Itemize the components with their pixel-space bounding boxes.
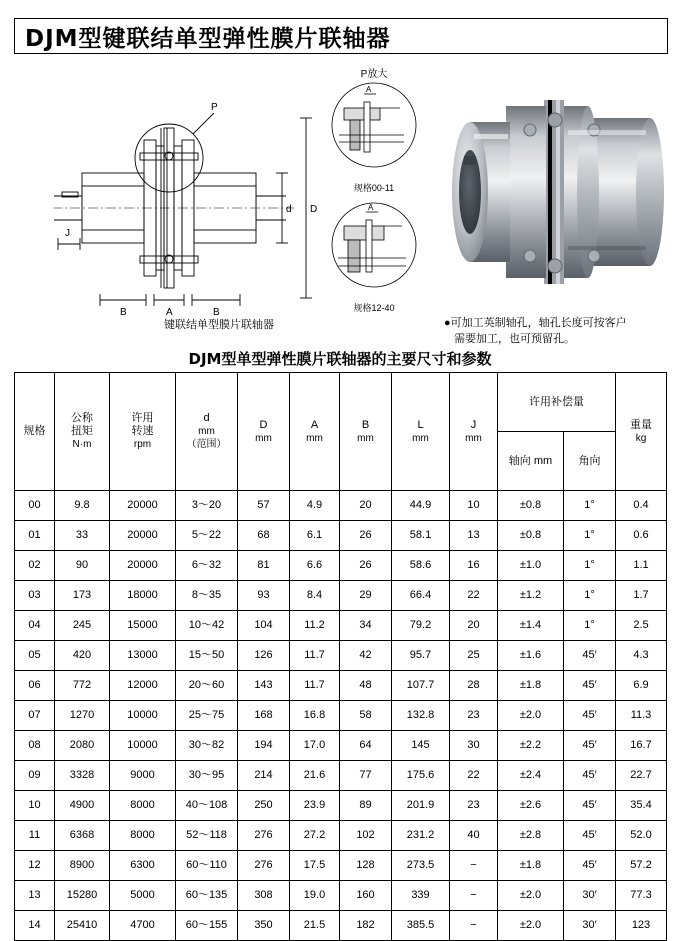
table-row xyxy=(15,731,667,761)
cell-J: − xyxy=(450,851,498,881)
cell-A: 6.6 xyxy=(290,551,340,581)
product-photo xyxy=(444,70,669,310)
cell-angular: 1° xyxy=(564,581,616,611)
cell-L: 66.4 xyxy=(392,581,450,611)
dim-D-label: D xyxy=(310,204,318,215)
cell-weight: 35.4 xyxy=(616,791,667,821)
table-caption: DJM型单型弹性膜片联轴器的主要尺寸和参数 xyxy=(188,350,492,368)
cell-J: 23 xyxy=(450,791,498,821)
cell-speed: 20000 xyxy=(110,521,176,551)
cell-angular: 45′ xyxy=(564,701,616,731)
dim-b-right-label: B xyxy=(213,307,220,318)
page-title-text: DJM型键联结单型弹性膜片联轴器 xyxy=(25,25,391,52)
cell-D: 104 xyxy=(238,611,290,641)
detail-svg-2 xyxy=(304,200,444,295)
cell-D: 93 xyxy=(238,581,290,611)
cell-d: 52～118 xyxy=(176,821,238,851)
cell-axial: ±1.6 xyxy=(498,641,564,671)
cell-torque: 4900 xyxy=(55,791,110,821)
cell-torque: 6368 xyxy=(55,821,110,851)
detail-caption-1: 规格00-11 xyxy=(353,183,395,193)
cell-d: 5～22 xyxy=(176,521,238,551)
cell-axial: ±0.8 xyxy=(498,521,564,551)
cell-axial: ±2.0 xyxy=(498,701,564,731)
bullet-icon: ● xyxy=(444,317,451,329)
table-row xyxy=(15,581,667,611)
cell-J: − xyxy=(450,881,498,911)
cell-d: 30～82 xyxy=(176,731,238,761)
header-speed-line2: 转速 xyxy=(131,425,154,437)
cell-speed: 20000 xyxy=(110,491,176,521)
cell-axial: ±1.2 xyxy=(498,581,564,611)
cell-spec: 14 xyxy=(15,911,55,941)
cell-torque: 15280 xyxy=(55,881,110,911)
table-row xyxy=(15,611,667,641)
header-weight xyxy=(616,373,667,491)
table-row xyxy=(15,791,667,821)
cell-B: 128 xyxy=(340,851,392,881)
photo-note xyxy=(444,315,674,347)
header-d-range: （范围） xyxy=(186,439,227,450)
cell-torque: 8900 xyxy=(55,851,110,881)
cell-B: 26 xyxy=(340,521,392,551)
cell-torque: 245 xyxy=(55,611,110,641)
cell-speed: 6300 xyxy=(110,851,176,881)
cell-speed: 5000 xyxy=(110,881,176,911)
dim-b-left-label: B xyxy=(120,307,127,318)
header-B-unit: mm xyxy=(357,432,374,444)
cell-B: 89 xyxy=(340,791,392,821)
product-photo-svg xyxy=(444,70,669,310)
cell-weight: 0.6 xyxy=(616,521,667,551)
cell-torque: 9.8 xyxy=(55,491,110,521)
table-row xyxy=(15,851,667,881)
table-row xyxy=(15,881,667,911)
cell-weight: 57.2 xyxy=(616,851,667,881)
cell-torque: 3328 xyxy=(55,761,110,791)
cell-A: 23.9 xyxy=(290,791,340,821)
cell-weight: 6.9 xyxy=(616,671,667,701)
cell-B: 29 xyxy=(340,581,392,611)
cell-axial: ±2.8 xyxy=(498,821,564,851)
header-speed xyxy=(110,373,176,491)
header-D-unit: mm xyxy=(255,432,272,444)
cell-angular: 1° xyxy=(564,491,616,521)
cell-A: 21.6 xyxy=(290,761,340,791)
header-J-main: J xyxy=(470,418,477,431)
table-row xyxy=(15,821,667,851)
cell-D: 250 xyxy=(238,791,290,821)
cell-angular: 30′ xyxy=(564,881,616,911)
cell-axial: ±1.4 xyxy=(498,611,564,641)
cell-angular: 45′ xyxy=(564,731,616,761)
header-torque-unit: N·m xyxy=(72,439,92,450)
cell-J: 25 xyxy=(450,641,498,671)
cell-D: 81 xyxy=(238,551,290,581)
cell-A: 19.0 xyxy=(290,881,340,911)
cell-weight: 22.7 xyxy=(616,761,667,791)
cell-speed: 20000 xyxy=(110,551,176,581)
detail-svg-1 xyxy=(304,80,444,175)
cell-J: − xyxy=(450,911,498,941)
cell-J: 20 xyxy=(450,611,498,641)
cell-A: 17.5 xyxy=(290,851,340,881)
cell-axial: ±2.0 xyxy=(498,911,564,941)
cell-axial: ±1.8 xyxy=(498,671,564,701)
header-L-main: L xyxy=(417,418,424,431)
cell-L: 44.9 xyxy=(392,491,450,521)
cell-weight: 2.5 xyxy=(616,611,667,641)
cell-J: 28 xyxy=(450,671,498,701)
cell-A: 17.0 xyxy=(290,731,340,761)
table-row xyxy=(15,761,667,791)
cell-torque: 33 xyxy=(55,521,110,551)
cell-D: 57 xyxy=(238,491,290,521)
header-compensation-group: 许用补偿量 xyxy=(498,373,616,432)
cell-B: 102 xyxy=(340,821,392,851)
cell-weight: 4.3 xyxy=(616,641,667,671)
cell-B: 42 xyxy=(340,641,392,671)
cell-J: 30 xyxy=(450,731,498,761)
table-row xyxy=(15,641,667,671)
page-title xyxy=(14,18,668,54)
cell-torque: 25410 xyxy=(55,911,110,941)
table-row xyxy=(15,671,667,701)
table-row xyxy=(15,551,667,581)
table-row xyxy=(15,701,667,731)
cell-angular: 1° xyxy=(564,521,616,551)
cell-D: 68 xyxy=(238,521,290,551)
cell-angular: 45′ xyxy=(564,851,616,881)
cell-L: 175.6 xyxy=(392,761,450,791)
cell-L: 95.7 xyxy=(392,641,450,671)
cell-D: 214 xyxy=(238,761,290,791)
detail-enlargements xyxy=(304,65,444,315)
cell-d: 30～95 xyxy=(176,761,238,791)
cell-J: 22 xyxy=(450,581,498,611)
cell-D: 126 xyxy=(238,641,290,671)
cell-weight: 52.0 xyxy=(616,821,667,851)
cell-weight: 16.7 xyxy=(616,731,667,761)
cell-spec: 10 xyxy=(15,791,55,821)
cell-d: 60～110 xyxy=(176,851,238,881)
cell-A: 8.4 xyxy=(290,581,340,611)
cell-spec: 13 xyxy=(15,881,55,911)
table-row xyxy=(15,491,667,521)
cell-spec: 00 xyxy=(15,491,55,521)
cell-speed: 8000 xyxy=(110,821,176,851)
header-d xyxy=(176,373,238,491)
cell-B: 58 xyxy=(340,701,392,731)
header-L xyxy=(392,373,450,491)
cell-L: 132.8 xyxy=(392,701,450,731)
cell-axial: ±2.6 xyxy=(498,791,564,821)
table-header-row xyxy=(15,373,667,432)
cell-spec: 04 xyxy=(15,611,55,641)
cell-D: 276 xyxy=(238,851,290,881)
header-comp-angular: 角向 xyxy=(564,432,616,491)
cell-speed: 10000 xyxy=(110,701,176,731)
cell-d: 20～60 xyxy=(176,671,238,701)
cell-spec: 07 xyxy=(15,701,55,731)
cell-weight: 77.3 xyxy=(616,881,667,911)
cell-speed: 13000 xyxy=(110,641,176,671)
cell-spec: 05 xyxy=(15,641,55,671)
drawing-caption: 键联结单型膜片联轴器 xyxy=(164,319,274,331)
cell-speed: 10000 xyxy=(110,731,176,761)
cell-angular: 45′ xyxy=(564,791,616,821)
cell-L: 79.2 xyxy=(392,611,450,641)
cell-d: 6～32 xyxy=(176,551,238,581)
cell-L: 58.1 xyxy=(392,521,450,551)
cell-B: 182 xyxy=(340,911,392,941)
cell-spec: 09 xyxy=(15,761,55,791)
cell-speed: 4700 xyxy=(110,911,176,941)
header-torque-line2: 扭矩 xyxy=(71,425,93,437)
cell-torque: 420 xyxy=(55,641,110,671)
cell-speed: 15000 xyxy=(110,611,176,641)
cell-axial: ±0.8 xyxy=(498,491,564,521)
photo-note-line2: 需要加工，也可预留孔。 xyxy=(454,333,575,345)
cell-B: 160 xyxy=(340,881,392,911)
header-L-unit: mm xyxy=(412,432,429,444)
cell-J: 10 xyxy=(450,491,498,521)
header-B xyxy=(340,373,392,491)
cell-d: 25～75 xyxy=(176,701,238,731)
cell-spec: 02 xyxy=(15,551,55,581)
cell-B: 64 xyxy=(340,731,392,761)
cell-spec: 01 xyxy=(15,521,55,551)
header-d-unit: mm xyxy=(198,426,215,437)
cell-spec: 08 xyxy=(15,731,55,761)
header-A-unit: mm xyxy=(306,432,323,444)
header-A xyxy=(290,373,340,491)
svg-text:A: A xyxy=(366,85,372,94)
header-J xyxy=(450,373,498,491)
cell-A: 11.2 xyxy=(290,611,340,641)
svg-text:A: A xyxy=(368,203,374,212)
header-weight-main: 重量 xyxy=(630,418,652,431)
cell-D: 194 xyxy=(238,731,290,761)
cell-J: 13 xyxy=(450,521,498,551)
cell-spec: 11 xyxy=(15,821,55,851)
cell-D: 143 xyxy=(238,671,290,701)
cell-spec: 06 xyxy=(15,671,55,701)
cell-weight: 1.7 xyxy=(616,581,667,611)
table-row xyxy=(15,911,667,941)
cell-D: 350 xyxy=(238,911,290,941)
cell-B: 20 xyxy=(340,491,392,521)
cell-angular: 45′ xyxy=(564,761,616,791)
cell-axial: ±1.0 xyxy=(498,551,564,581)
cell-axial: ±2.2 xyxy=(498,731,564,761)
cell-d: 15～50 xyxy=(176,641,238,671)
cell-L: 201.9 xyxy=(392,791,450,821)
callout-p-label: P xyxy=(211,102,218,113)
detail-label: P放大 xyxy=(360,69,388,80)
header-speed-unit: rpm xyxy=(133,439,152,450)
cell-d: 8～35 xyxy=(176,581,238,611)
cell-L: 273.5 xyxy=(392,851,450,881)
header-J-unit: mm xyxy=(465,432,482,444)
header-A-main: A xyxy=(310,418,319,431)
cell-angular: 45′ xyxy=(564,821,616,851)
cell-torque: 90 xyxy=(55,551,110,581)
cell-B: 34 xyxy=(340,611,392,641)
cell-speed: 12000 xyxy=(110,671,176,701)
cell-J: 22 xyxy=(450,761,498,791)
cell-L: 339 xyxy=(392,881,450,911)
detail-caption-2: 规格12-40 xyxy=(353,303,395,313)
header-D xyxy=(238,373,290,491)
cell-speed: 8000 xyxy=(110,791,176,821)
cell-angular: 45′ xyxy=(564,671,616,701)
dim-a-label: A xyxy=(166,307,173,318)
cell-axial: ±2.0 xyxy=(498,881,564,911)
header-spec: 规格 xyxy=(15,373,55,491)
cell-d: 3～20 xyxy=(176,491,238,521)
cell-torque: 2080 xyxy=(55,731,110,761)
cell-J: 23 xyxy=(450,701,498,731)
cell-A: 6.1 xyxy=(290,521,340,551)
cell-D: 168 xyxy=(238,701,290,731)
cell-torque: 772 xyxy=(55,671,110,701)
cell-angular: 1° xyxy=(564,611,616,641)
cell-D: 276 xyxy=(238,821,290,851)
cell-weight: 1.1 xyxy=(616,551,667,581)
cell-angular: 45′ xyxy=(564,641,616,671)
cell-weight: 11.3 xyxy=(616,701,667,731)
dim-j-label: J xyxy=(65,228,70,239)
cell-A: 11.7 xyxy=(290,671,340,701)
cell-weight: 123 xyxy=(616,911,667,941)
cell-d: 10～42 xyxy=(176,611,238,641)
cell-d: 60～155 xyxy=(176,911,238,941)
cell-speed: 18000 xyxy=(110,581,176,611)
cell-B: 77 xyxy=(340,761,392,791)
figure-area xyxy=(14,60,666,345)
header-torque xyxy=(55,373,110,491)
header-weight-unit: kg xyxy=(635,432,647,444)
cell-torque: 1270 xyxy=(55,701,110,731)
cell-L: 231.2 xyxy=(392,821,450,851)
cell-torque: 173 xyxy=(55,581,110,611)
cell-L: 385.5 xyxy=(392,911,450,941)
dim-d-label: d xyxy=(286,204,292,215)
cell-axial: ±1.8 xyxy=(498,851,564,881)
cell-D: 308 xyxy=(238,881,290,911)
cell-J: 16 xyxy=(450,551,498,581)
cell-B: 26 xyxy=(340,551,392,581)
cell-d: 60～135 xyxy=(176,881,238,911)
table-body xyxy=(15,491,667,941)
cell-A: 11.7 xyxy=(290,641,340,671)
header-d-main: d xyxy=(203,412,210,424)
cell-d: 40～108 xyxy=(176,791,238,821)
cell-spec: 12 xyxy=(15,851,55,881)
header-speed-line1: 许用 xyxy=(131,412,154,424)
cell-A: 27.2 xyxy=(290,821,340,851)
header-torque-line1: 公称 xyxy=(71,412,93,424)
photo-note-line1: 可加工英制轴孔，轴孔长度可按客户 xyxy=(450,317,627,329)
cell-L: 145 xyxy=(392,731,450,761)
cell-A: 4.9 xyxy=(290,491,340,521)
cell-A: 16.8 xyxy=(290,701,340,731)
cell-A: 21.5 xyxy=(290,911,340,941)
cell-angular: 30′ xyxy=(564,911,616,941)
cell-angular: 1° xyxy=(564,551,616,581)
header-comp-axial: 轴向 mm xyxy=(498,432,564,491)
header-D-main: D xyxy=(259,418,268,431)
table-row xyxy=(15,521,667,551)
header-B-main: B xyxy=(361,418,370,431)
cell-B: 48 xyxy=(340,671,392,701)
cell-axial: ±2.4 xyxy=(498,761,564,791)
cell-spec: 03 xyxy=(15,581,55,611)
cell-weight: 0.4 xyxy=(616,491,667,521)
cell-J: 40 xyxy=(450,821,498,851)
cell-speed: 9000 xyxy=(110,761,176,791)
cell-L: 58.6 xyxy=(392,551,450,581)
cell-L: 107.7 xyxy=(392,671,450,701)
specification-table xyxy=(14,372,667,941)
